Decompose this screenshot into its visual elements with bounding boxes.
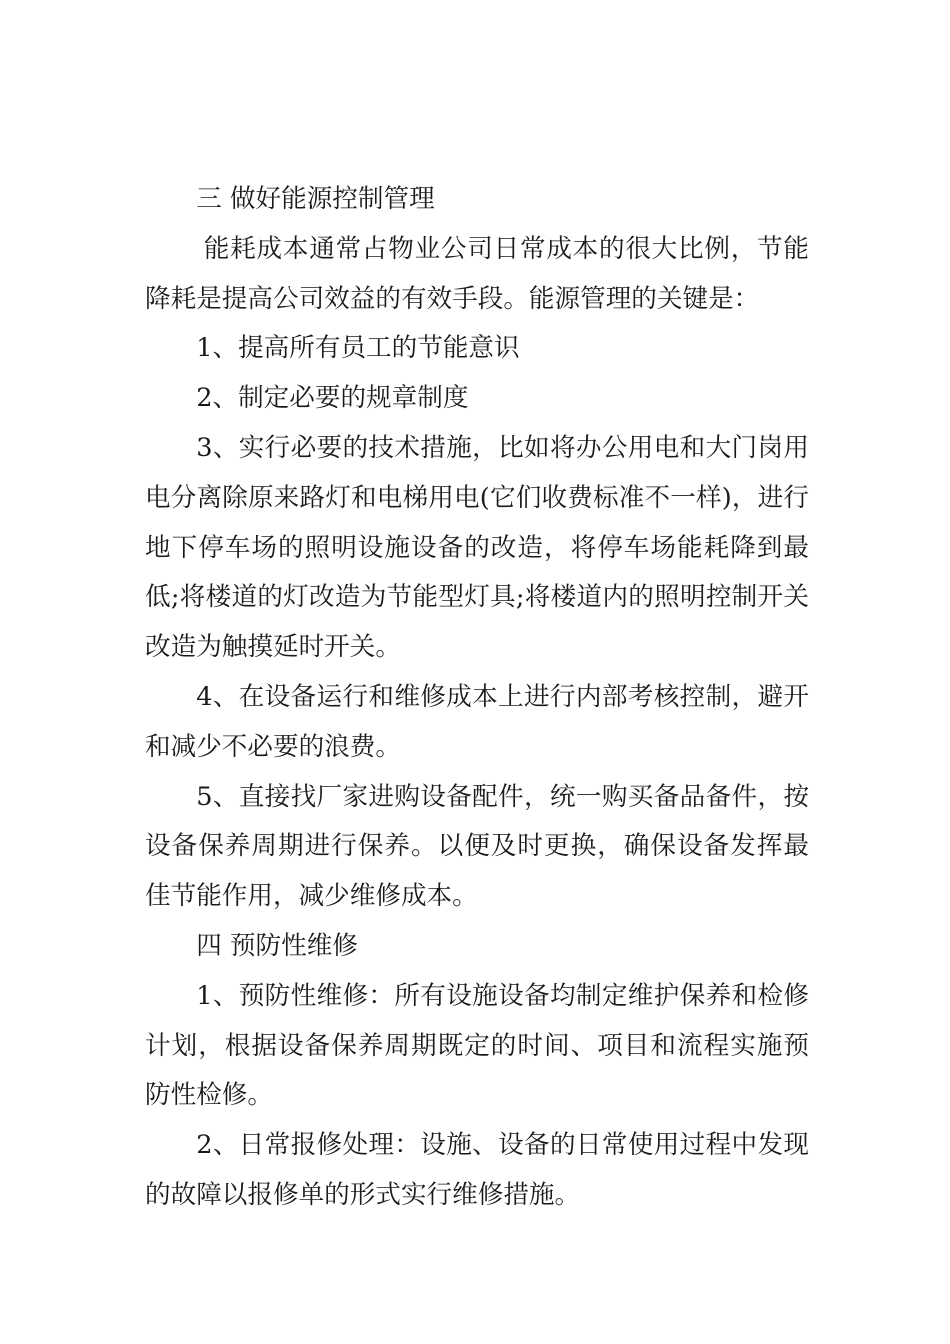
list-item-energy-5: 5、直接找厂家进购设备配件，统一购买备品备件，按设备保养周期进行保养。以便及时更换，确保设备发挥最佳节能作用，减少维修成本。 — [145, 781, 809, 912]
list-item-energy-4: 4、在设备运行和维修成本上进行内部考核控制，避开和减少不必要的浪费。 — [145, 681, 809, 762]
section-heading-preventive-maintenance: 四 预防性维修 — [196, 930, 358, 961]
list-item-maintenance-2: 2、日常报修处理：设施、设备的日常使用过程中发现的故障以报修单的形式实行维修措施。 — [145, 1130, 809, 1210]
list-item-energy-3: 3、实行必要的技术措施，比如将办公用电和大门岗用电分离除原来路灯和电梯用电(它们收费标准不一样)，进行地下停车场的照明设施设备的改造，将停车场能耗降到最低;将楼道的灯改造为节能型灯具;将楼道内的照明控制开关改造为触摸延时开关。 — [145, 432, 809, 663]
list-item-energy-1: 1、提高所有员工的节能意识 — [196, 333, 520, 364]
list-item-maintenance-1: 1、预防性维修：所有设施设备均制定维护保养和检修计划，根据设备保养周期既定的时间、项目和流程实施预防性检修。 — [145, 980, 809, 1111]
document-body — [145, 175, 809, 1221]
section-heading-energy-control: 三 做好能源控制管理 — [196, 184, 435, 214]
paragraph-energy-intro: 能耗成本通常占物业公司日常成本的很大比例，节能降耗是提高公司效益的有效手段。能源管理的关键是： — [145, 233, 809, 314]
list-item-energy-2: 2、制定必要的规章制度 — [196, 383, 469, 414]
